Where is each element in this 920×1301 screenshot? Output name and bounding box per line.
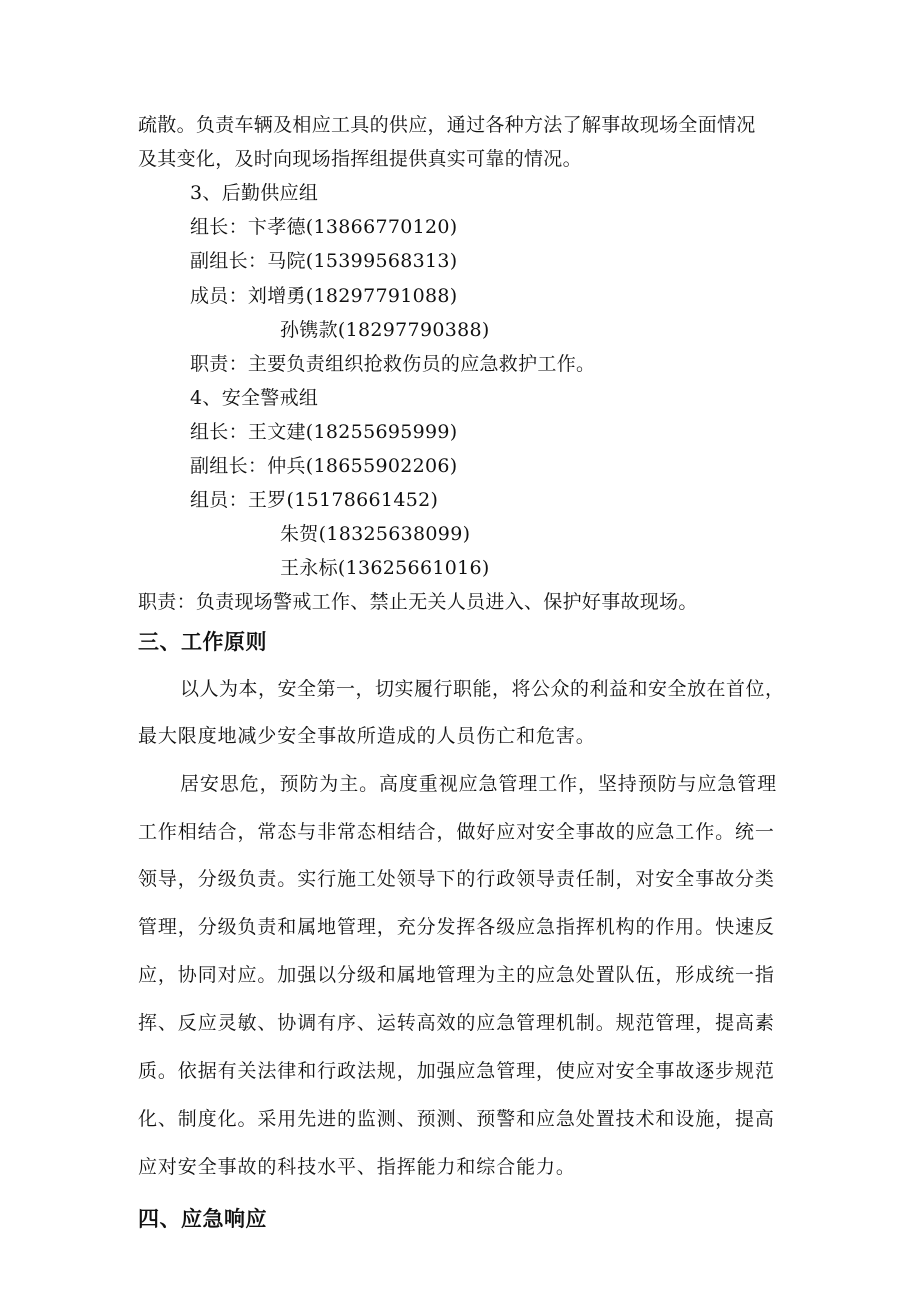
- group-leader: 组长：卞孝德(13866770120): [190, 216, 458, 238]
- paragraph-line: 应，协同对应。加强以分级和属地管理为主的应急处置队伍，形成统一指: [138, 964, 775, 986]
- group-deputy: 副组长：马院(15399568313): [190, 250, 458, 272]
- group-deputy: 副组长：仲兵(18655902206): [190, 455, 458, 477]
- group-title-logistics: 3、后勤供应组: [190, 182, 319, 204]
- paragraph-line: 工作相结合，常态与非常态相结合，做好应对安全事故的应急工作。统一: [138, 821, 775, 843]
- paragraph-line: 管理，分级负责和属地管理，充分发挥各级应急指挥机构的作用。快速反: [138, 916, 775, 938]
- paragraph-line: 最大限度地减少安全事故所造成的人员伤亡和危害。: [138, 725, 596, 747]
- group-duty: 职责：负责现场警戒工作、禁止无关人员进入、保护好事故现场。: [138, 591, 698, 613]
- paragraph-line: 质。依据有关法律和行政法规，加强应急管理，使应对安全事故逐步规范: [138, 1060, 775, 1082]
- group-member: 成员：刘增勇(18297791088): [190, 285, 458, 307]
- paragraph-line: 领导，分级负责。实行施工处领导下的行政领导责任制，对安全事故分类: [138, 868, 775, 890]
- section-heading-3: 三、工作原则: [138, 630, 267, 654]
- paragraph-line: 居安思危，预防为主。高度重视应急管理工作，坚持预防与应急管理: [180, 773, 778, 795]
- group-member: 王永标(13625661016): [280, 557, 490, 579]
- group-duty: 职责：主要负责组织抢救伤员的应急救护工作。: [190, 353, 596, 375]
- paragraph-line: 化、制度化。采用先进的监测、预测、预警和应急处置技术和设施，提高: [138, 1108, 775, 1130]
- group-member: 朱贺(18325638099): [280, 523, 471, 545]
- group-member: 孙镌款(18297790388): [280, 319, 490, 341]
- group-leader: 组长：王文建(18255695999): [190, 421, 458, 443]
- group-member: 组员：王罗(15178661452): [190, 489, 439, 511]
- paragraph-line: 及其变化，及时向现场指挥组提供真实可靠的情况。: [138, 148, 582, 170]
- paragraph-line: 应对安全事故的科技水平、指挥能力和综合能力。: [138, 1156, 576, 1178]
- paragraph-line: 以人为本，安全第一，切实履行职能，将公众的利益和安全放在首位，: [180, 678, 785, 700]
- group-title-security: 4、安全警戒组: [190, 387, 319, 409]
- paragraph-line: 疏散。负责车辆及相应工具的供应，通过各种方法了解事故现场全面情况: [138, 114, 756, 136]
- paragraph-line: 挥、反应灵敏、协调有序、运转高效的应急管理机制。规范管理，提高素: [138, 1012, 775, 1034]
- section-heading-4: 四、应急响应: [138, 1207, 267, 1231]
